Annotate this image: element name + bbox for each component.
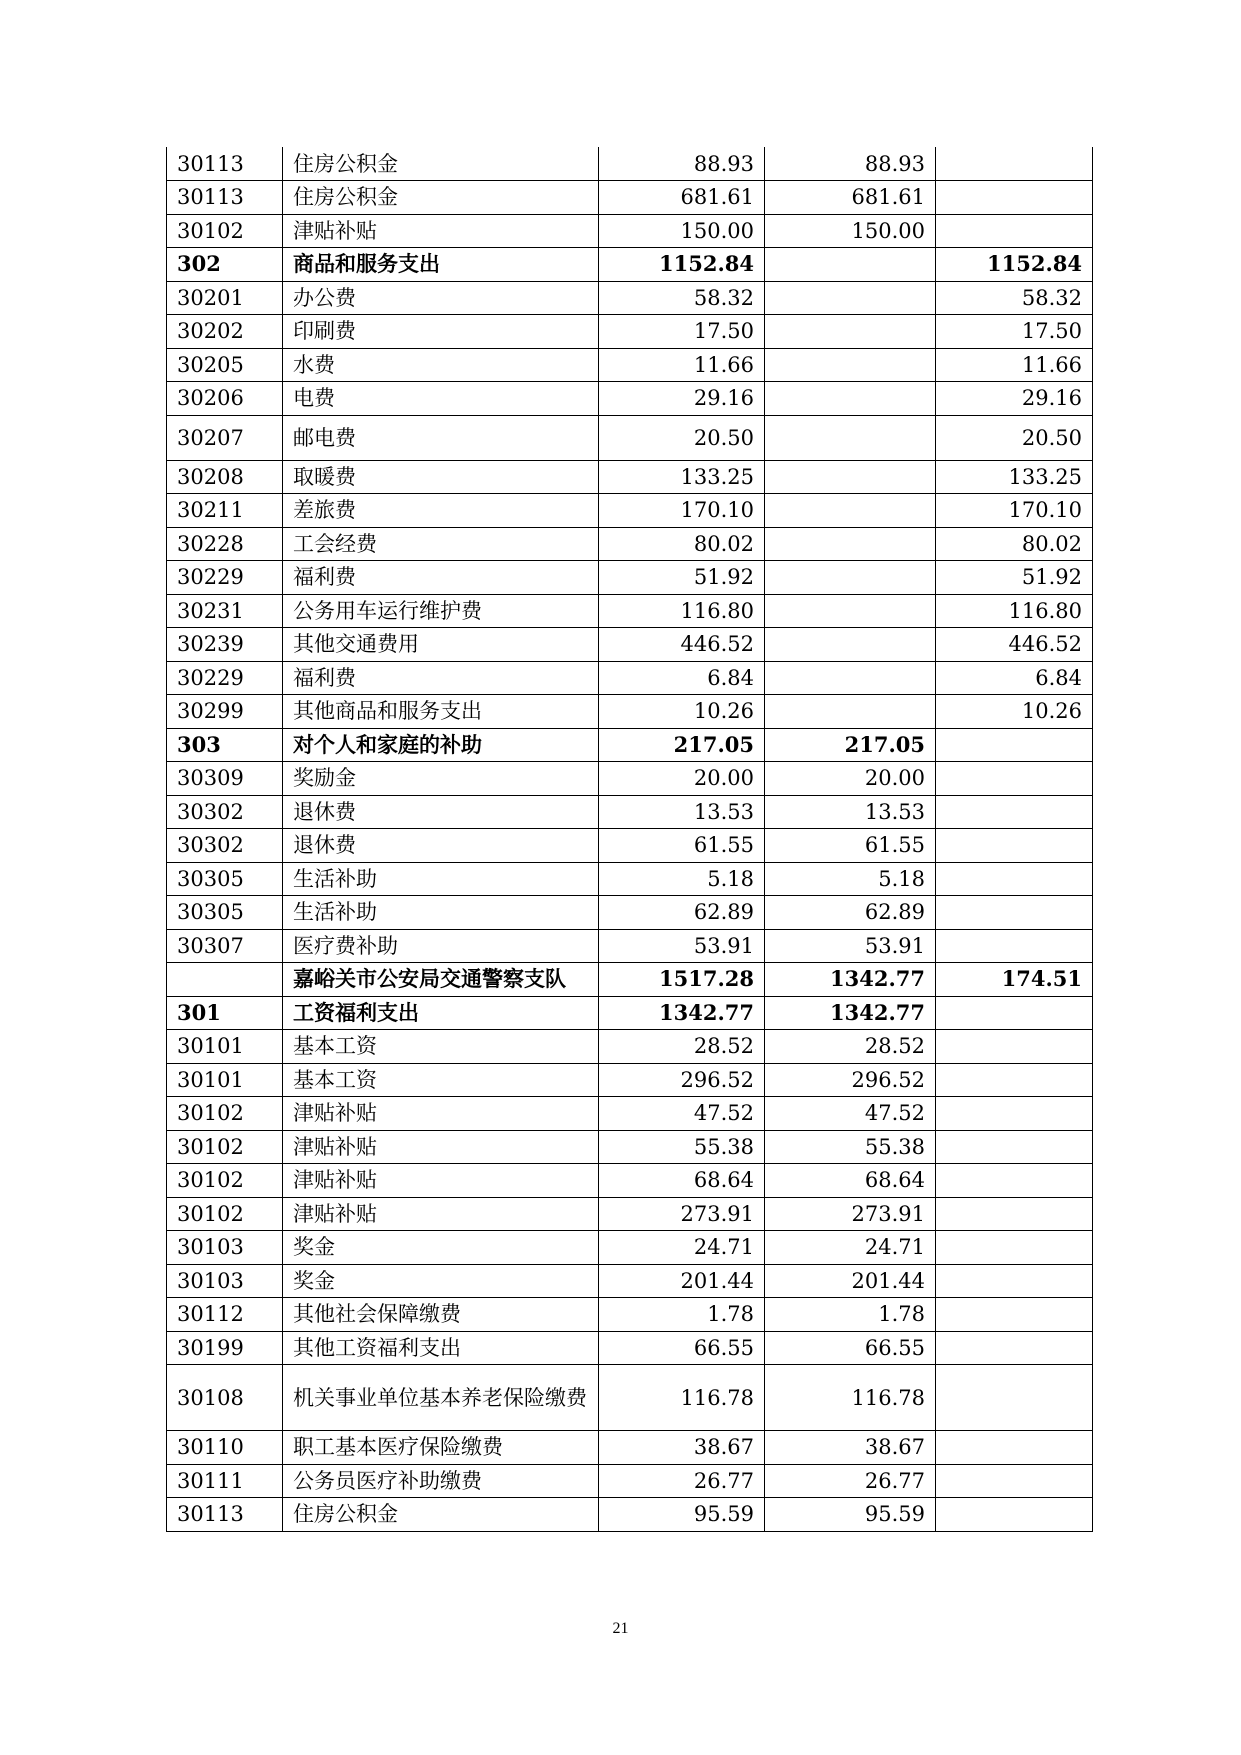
name-cell: 公务用车运行维护费 (283, 594, 599, 628)
project-cell (936, 214, 1093, 248)
project-cell (936, 1498, 1093, 1532)
basic-cell (765, 561, 936, 595)
project-cell: 6.84 (936, 661, 1093, 695)
code-cell: 30102 (167, 1164, 283, 1198)
table-row (167, 996, 1093, 1030)
total-cell: 11.66 (599, 348, 765, 382)
project-cell: 174.51 (936, 963, 1093, 997)
total-cell: 116.80 (599, 594, 765, 628)
code-cell: 30102 (167, 1097, 283, 1131)
name-cell: 水费 (283, 348, 599, 382)
project-cell (936, 1431, 1093, 1465)
code-cell: 30113 (167, 147, 283, 181)
table-row (167, 348, 1093, 382)
basic-cell: 95.59 (765, 1498, 936, 1532)
table-row (167, 1231, 1093, 1265)
basic-cell: 53.91 (765, 929, 936, 963)
total-cell: 150.00 (599, 214, 765, 248)
code-cell: 30299 (167, 695, 283, 729)
basic-cell (765, 248, 936, 282)
code-cell: 30112 (167, 1298, 283, 1332)
code-cell: 30103 (167, 1264, 283, 1298)
table-row (167, 628, 1093, 662)
project-cell (936, 762, 1093, 796)
basic-cell: 116.78 (765, 1365, 936, 1431)
table-row (167, 795, 1093, 829)
basic-cell: 61.55 (765, 829, 936, 863)
name-cell: 基本工资 (283, 1030, 599, 1064)
name-cell: 其他交通费用 (283, 628, 599, 662)
table-row (167, 382, 1093, 416)
total-cell: 13.53 (599, 795, 765, 829)
basic-cell (765, 661, 936, 695)
name-cell: 奖金 (283, 1231, 599, 1265)
code-cell: 30102 (167, 214, 283, 248)
project-cell (936, 1464, 1093, 1498)
total-cell: 296.52 (599, 1063, 765, 1097)
code-cell: 30102 (167, 1130, 283, 1164)
total-cell: 58.32 (599, 281, 765, 315)
total-cell: 95.59 (599, 1498, 765, 1532)
project-cell (936, 147, 1093, 181)
name-cell: 退休费 (283, 795, 599, 829)
name-cell: 工会经费 (283, 527, 599, 561)
total-cell: 116.78 (599, 1365, 765, 1431)
basic-cell: 26.77 (765, 1464, 936, 1498)
table-row (167, 862, 1093, 896)
name-cell: 差旅费 (283, 494, 599, 528)
name-cell: 基本工资 (283, 1063, 599, 1097)
project-cell (936, 1164, 1093, 1198)
name-cell: 津贴补贴 (283, 214, 599, 248)
code-cell: 30101 (167, 1063, 283, 1097)
code-cell: 30305 (167, 896, 283, 930)
code-cell: 303 (167, 728, 283, 762)
total-cell: 201.44 (599, 1264, 765, 1298)
basic-cell: 1342.77 (765, 963, 936, 997)
project-cell: 11.66 (936, 348, 1093, 382)
name-cell: 津贴补贴 (283, 1197, 599, 1231)
name-cell: 退休费 (283, 829, 599, 863)
table-row (167, 460, 1093, 494)
table-body (167, 147, 1093, 1531)
project-cell (936, 1063, 1093, 1097)
table-row (167, 1365, 1093, 1431)
code-cell: 30229 (167, 561, 283, 595)
table-row (167, 1498, 1093, 1532)
total-cell: 61.55 (599, 829, 765, 863)
basic-cell: 66.55 (765, 1331, 936, 1365)
name-cell: 其他商品和服务支出 (283, 695, 599, 729)
basic-cell: 88.93 (765, 147, 936, 181)
table-row (167, 695, 1093, 729)
name-cell: 取暖费 (283, 460, 599, 494)
total-cell: 20.50 (599, 415, 765, 460)
basic-cell (765, 382, 936, 416)
basic-cell (765, 594, 936, 628)
basic-cell: 47.52 (765, 1097, 936, 1131)
total-cell: 53.91 (599, 929, 765, 963)
name-cell: 福利费 (283, 561, 599, 595)
table-row (167, 1331, 1093, 1365)
name-cell: 津贴补贴 (283, 1130, 599, 1164)
project-cell: 17.50 (936, 315, 1093, 349)
project-cell: 80.02 (936, 527, 1093, 561)
name-cell: 办公费 (283, 281, 599, 315)
total-cell: 170.10 (599, 494, 765, 528)
project-cell: 1152.84 (936, 248, 1093, 282)
basic-cell: 1.78 (765, 1298, 936, 1332)
name-cell: 嘉峪关市公安局交通警察支队 (283, 963, 599, 997)
basic-cell: 38.67 (765, 1431, 936, 1465)
project-cell (936, 1365, 1093, 1431)
name-cell: 奖励金 (283, 762, 599, 796)
basic-cell (765, 348, 936, 382)
page-number: 21 (612, 1620, 629, 1637)
project-cell: 446.52 (936, 628, 1093, 662)
code-cell: 30231 (167, 594, 283, 628)
code-cell: 30113 (167, 181, 283, 215)
table-row (167, 315, 1093, 349)
project-cell (936, 181, 1093, 215)
table-row (167, 494, 1093, 528)
name-cell: 印刷费 (283, 315, 599, 349)
name-cell: 住房公积金 (283, 147, 599, 181)
total-cell: 17.50 (599, 315, 765, 349)
project-cell (936, 1097, 1093, 1131)
project-cell: 170.10 (936, 494, 1093, 528)
project-cell (936, 1264, 1093, 1298)
name-cell: 对个人和家庭的补助 (283, 728, 599, 762)
total-cell: 1342.77 (599, 996, 765, 1030)
name-cell: 职工基本医疗保险缴费 (283, 1431, 599, 1465)
project-cell (936, 829, 1093, 863)
code-cell: 30307 (167, 929, 283, 963)
basic-cell: 681.61 (765, 181, 936, 215)
project-cell (936, 1231, 1093, 1265)
code-cell: 30103 (167, 1231, 283, 1265)
code-cell: 30201 (167, 281, 283, 315)
basic-cell: 13.53 (765, 795, 936, 829)
table-row (167, 661, 1093, 695)
code-cell: 30208 (167, 460, 283, 494)
table-row (167, 1197, 1093, 1231)
code-cell: 30309 (167, 762, 283, 796)
total-cell: 26.77 (599, 1464, 765, 1498)
name-cell: 住房公积金 (283, 181, 599, 215)
basic-cell: 55.38 (765, 1130, 936, 1164)
basic-cell (765, 527, 936, 561)
project-cell (936, 1030, 1093, 1064)
basic-cell: 28.52 (765, 1030, 936, 1064)
code-cell (167, 963, 283, 997)
code-cell: 30101 (167, 1030, 283, 1064)
code-cell: 30202 (167, 315, 283, 349)
total-cell: 38.67 (599, 1431, 765, 1465)
name-cell: 医疗费补助 (283, 929, 599, 963)
project-cell: 10.26 (936, 695, 1093, 729)
total-cell: 5.18 (599, 862, 765, 896)
total-cell: 88.93 (599, 147, 765, 181)
basic-cell (765, 281, 936, 315)
code-cell: 30239 (167, 628, 283, 662)
basic-cell (765, 695, 936, 729)
code-cell: 30199 (167, 1331, 283, 1365)
table-row (167, 1431, 1093, 1465)
code-cell: 30206 (167, 382, 283, 416)
basic-cell: 150.00 (765, 214, 936, 248)
project-cell: 133.25 (936, 460, 1093, 494)
project-cell (936, 1130, 1093, 1164)
total-cell: 133.25 (599, 460, 765, 494)
table-row (167, 1164, 1093, 1198)
table-row (167, 561, 1093, 595)
code-cell: 30108 (167, 1365, 283, 1431)
total-cell: 80.02 (599, 527, 765, 561)
name-cell: 其他工资福利支出 (283, 1331, 599, 1365)
table-row (167, 1130, 1093, 1164)
expenditure-table (166, 147, 1093, 1532)
code-cell: 30229 (167, 661, 283, 695)
name-cell: 生活补助 (283, 896, 599, 930)
code-cell: 30228 (167, 527, 283, 561)
total-cell: 446.52 (599, 628, 765, 662)
table-row (167, 963, 1093, 997)
total-cell: 1.78 (599, 1298, 765, 1332)
total-cell: 217.05 (599, 728, 765, 762)
basic-cell (765, 315, 936, 349)
project-cell: 58.32 (936, 281, 1093, 315)
project-cell (936, 862, 1093, 896)
total-cell: 10.26 (599, 695, 765, 729)
code-cell: 30110 (167, 1431, 283, 1465)
basic-cell: 62.89 (765, 896, 936, 930)
table-row (167, 281, 1093, 315)
total-cell: 51.92 (599, 561, 765, 595)
total-cell: 24.71 (599, 1231, 765, 1265)
table-row (167, 527, 1093, 561)
total-cell: 62.89 (599, 896, 765, 930)
name-cell: 公务员医疗补助缴费 (283, 1464, 599, 1498)
project-cell (936, 929, 1093, 963)
total-cell: 20.00 (599, 762, 765, 796)
basic-cell (765, 460, 936, 494)
name-cell: 生活补助 (283, 862, 599, 896)
total-cell: 1517.28 (599, 963, 765, 997)
project-cell: 116.80 (936, 594, 1093, 628)
project-cell (936, 728, 1093, 762)
total-cell: 6.84 (599, 661, 765, 695)
table-row (167, 594, 1093, 628)
total-cell: 55.38 (599, 1130, 765, 1164)
project-cell (936, 795, 1093, 829)
table-row (167, 181, 1093, 215)
code-cell: 30207 (167, 415, 283, 460)
project-cell (936, 896, 1093, 930)
basic-cell: 296.52 (765, 1063, 936, 1097)
code-cell: 30302 (167, 795, 283, 829)
code-cell: 301 (167, 996, 283, 1030)
table-row (167, 829, 1093, 863)
table-row (167, 762, 1093, 796)
total-cell: 1152.84 (599, 248, 765, 282)
code-cell: 30102 (167, 1197, 283, 1231)
project-cell: 51.92 (936, 561, 1093, 595)
basic-cell: 217.05 (765, 728, 936, 762)
name-cell: 津贴补贴 (283, 1097, 599, 1131)
table-row (167, 728, 1093, 762)
name-cell: 工资福利支出 (283, 996, 599, 1030)
code-cell: 302 (167, 248, 283, 282)
basic-cell (765, 415, 936, 460)
total-cell: 68.64 (599, 1164, 765, 1198)
name-cell: 机关事业单位基本养老保险缴费 (283, 1365, 599, 1431)
name-cell: 住房公积金 (283, 1498, 599, 1532)
table-row (167, 1030, 1093, 1064)
total-cell: 66.55 (599, 1331, 765, 1365)
table-row (167, 147, 1093, 181)
basic-cell (765, 494, 936, 528)
basic-cell: 273.91 (765, 1197, 936, 1231)
table-row (167, 929, 1093, 963)
name-cell: 福利费 (283, 661, 599, 695)
name-cell: 奖金 (283, 1264, 599, 1298)
total-cell: 273.91 (599, 1197, 765, 1231)
total-cell: 28.52 (599, 1030, 765, 1064)
table-row (167, 1464, 1093, 1498)
table-row (167, 415, 1093, 460)
code-cell: 30302 (167, 829, 283, 863)
project-cell: 20.50 (936, 415, 1093, 460)
project-cell (936, 996, 1093, 1030)
project-cell (936, 1331, 1093, 1365)
code-cell: 30205 (167, 348, 283, 382)
name-cell: 电费 (283, 382, 599, 416)
basic-cell: 24.71 (765, 1231, 936, 1265)
basic-cell: 5.18 (765, 862, 936, 896)
total-cell: 47.52 (599, 1097, 765, 1131)
code-cell: 30113 (167, 1498, 283, 1532)
name-cell: 商品和服务支出 (283, 248, 599, 282)
total-cell: 681.61 (599, 181, 765, 215)
table-row (167, 1063, 1093, 1097)
basic-cell: 20.00 (765, 762, 936, 796)
table-row (167, 1298, 1093, 1332)
basic-cell: 201.44 (765, 1264, 936, 1298)
name-cell: 其他社会保障缴费 (283, 1298, 599, 1332)
code-cell: 30305 (167, 862, 283, 896)
code-cell: 30211 (167, 494, 283, 528)
project-cell: 29.16 (936, 382, 1093, 416)
table-row (167, 1264, 1093, 1298)
table-row (167, 214, 1093, 248)
project-cell (936, 1298, 1093, 1332)
table-row (167, 896, 1093, 930)
basic-cell: 68.64 (765, 1164, 936, 1198)
basic-cell: 1342.77 (765, 996, 936, 1030)
total-cell: 29.16 (599, 382, 765, 416)
project-cell (936, 1197, 1093, 1231)
table-row (167, 1097, 1093, 1131)
table-row (167, 248, 1093, 282)
basic-cell (765, 628, 936, 662)
name-cell: 津贴补贴 (283, 1164, 599, 1198)
code-cell: 30111 (167, 1464, 283, 1498)
name-cell: 邮电费 (283, 415, 599, 460)
